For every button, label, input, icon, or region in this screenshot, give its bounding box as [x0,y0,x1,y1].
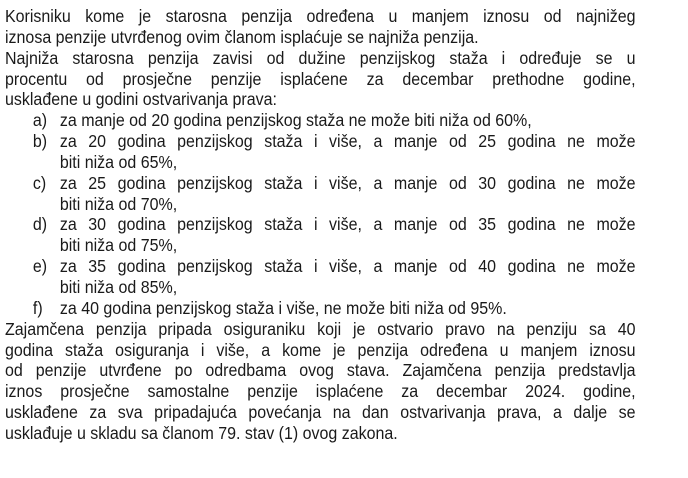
text-line: usklađene za sva pripadajuća povećanja na dan ostvarivanja prava, a dalje se [5,402,636,423]
text-line: usklađuje u skladu sa članom 79. stav (1) ovog zakona. [5,422,398,443]
list-item-e [5,256,636,298]
text-line: za 20 godina penzijskog staža i više, a manje od 25 godina ne može [59,131,636,152]
text-line: za 40 godina penzijskog staža i više, ne može biti niža od 95%. [59,297,507,318]
text-line: Zajamčena penzija pripada osiguraniku koji je ostvario pravo na penziju sa 40 [5,318,636,339]
text-line: usklađene u godini ostvarivanja prava: [5,89,277,110]
text-line: godina staža osiguranja i više, a kome je penzija određena u manjem iznosu [5,339,636,360]
list-marker: c) [32,172,47,193]
paragraph-lowest-pension [5,6,636,48]
list-marker: d) [32,214,48,235]
list-marker: b) [32,131,48,152]
text-line: za 35 godina penzijskog staža i više, a manje od 40 godina ne može [59,256,636,277]
text-line: za 30 godina penzijskog staža i više, a manje od 35 godina ne može [59,214,636,235]
text-line: iznosa penzije utvrđenog ovim članom isplaćuje se najniža penzija. [5,26,479,47]
list-item-f [5,298,636,319]
paragraph-guaranteed-pension [5,319,636,444]
text-line: za 25 godina penzijskog staža i više, a manje od 30 godina ne može [59,172,636,193]
text-line: za manje od 20 godina penzijskog staža ne može biti niža od 60%, [59,110,532,131]
text-line: od penzije utvrđene po odredbama ovog stava. Zajamčena penzija predstavlja [5,360,636,381]
list-item-c [5,173,636,215]
text-line: biti niža od 70%, [59,193,178,214]
list-marker: f) [32,297,43,318]
list-marker: a) [32,110,48,131]
document-body [5,6,636,444]
text-line: Korisniku kome je starosna penzija određena u manjem iznosu od najnižeg [5,6,636,26]
list-item-d [5,214,636,256]
paragraph-minimum-old-age-pension [5,48,636,111]
percentage-list [5,110,636,318]
text-line: Najniža starosna penzija zavisi od dužine penzijskog staža i određuje se u [5,47,636,68]
text-line: biti niža od 65%, [59,151,178,172]
list-marker: e) [32,256,48,277]
text-line: iznos prosječne samostalne penzije isplaćene za decembar 2024. godine, [5,381,636,402]
list-item-b [5,131,636,173]
list-item-a [5,110,636,131]
text-line: biti niža od 85%, [59,276,178,297]
text-line: procentu od prosječne penzije isplaćene za decembar prethodne godine, [5,68,636,89]
text-line: biti niža od 75%, [59,235,178,256]
